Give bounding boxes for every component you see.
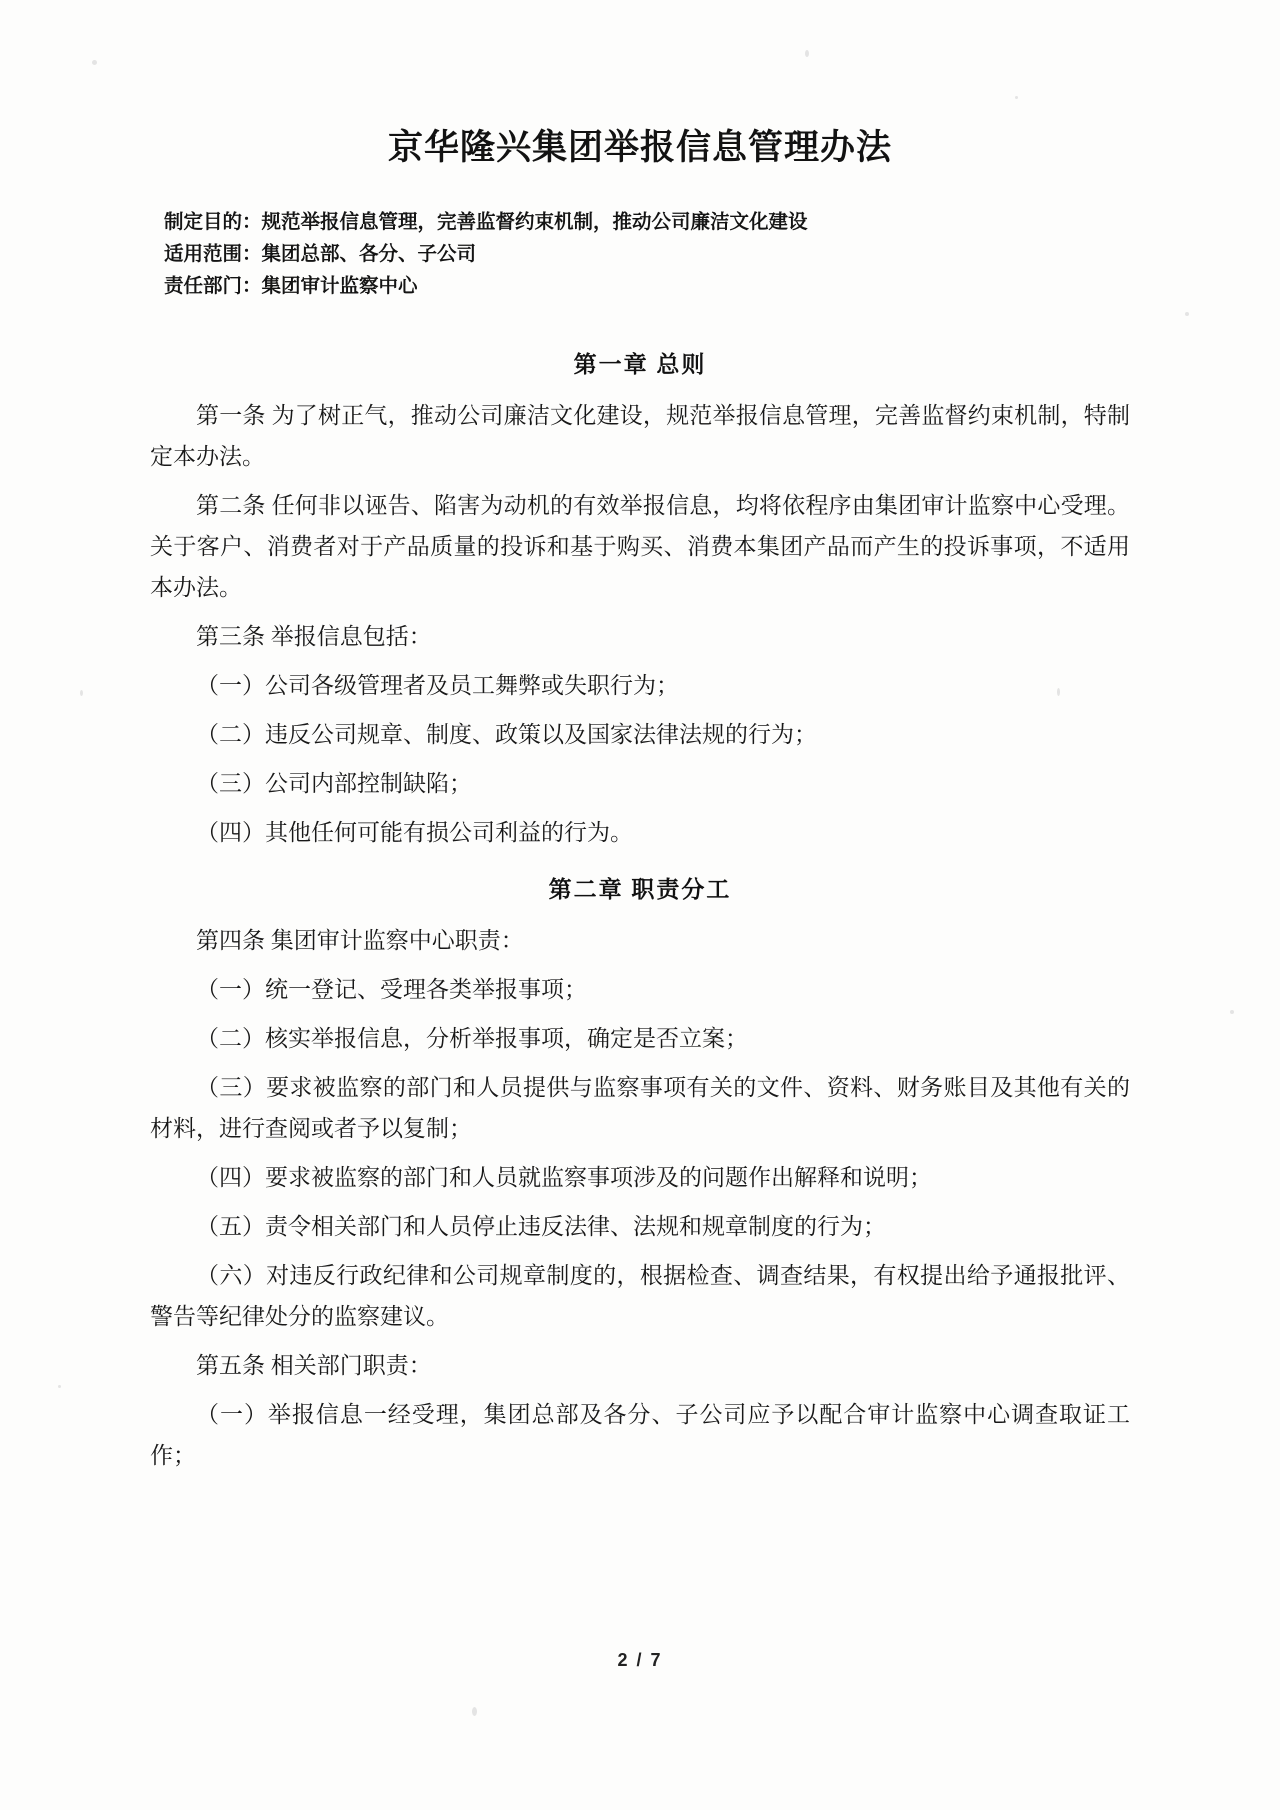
meta-scope: 适用范围：集团总部、各分、子公司 — [164, 243, 477, 265]
scan-speck — [1185, 312, 1189, 316]
chapter-two-paragraph: 第四条 集团审计监察中心职责： — [196, 928, 524, 953]
chapter-one-paragraph: 第一条 为了树正气，推动公司廉洁文化建设，规范举报信息管理，完善监督约束机制，特制定本办法。 — [150, 403, 1130, 469]
page-title: 京华隆兴集团举报信息管理办法 — [387, 128, 892, 167]
scan-speck — [92, 60, 97, 65]
chapter-two-item: （三）要求被监察的部门和人员提供与监察事项有关的文件、资料、财务账目及其他有关的材料，进行查阅或者予以复制； — [150, 1075, 1130, 1141]
scan-speck — [472, 1707, 477, 1716]
chapter-one-item: （四）其他任何可能有损公司利益的行为。 — [196, 820, 633, 845]
chapter-two-item: （六）对违反行政纪律和公司规章制度的，根据检查、调查结果，有权提出给予通报批评、警告等纪律处分的监察建议。 — [150, 1263, 1130, 1329]
chapter-two-heading: 第二章 职责分工 — [548, 877, 732, 902]
chapter-two-item: （一）统一登记、受理各类举报事项； — [196, 977, 587, 1002]
chapter-one-paragraph: 第二条 任何非以诬告、陷害为动机的有效举报信息，均将依程序由集团审计监察中心受理。关于客户、消费者对于产品质量的投诉和基于购买、消费本集团产品而产生的投诉事项，不适用本办法。 — [150, 493, 1130, 600]
chapter-one-item: （三）公司内部控制缺陷； — [196, 771, 472, 796]
scan-speck — [58, 1385, 61, 1388]
chapter-one-paragraph: 第三条 举报信息包括： — [196, 624, 432, 649]
chapter-one-item: （一）公司各级管理者及员工舞弊或失职行为； — [196, 673, 679, 698]
chapter-two-item: （四）要求被监察的部门和人员就监察事项涉及的问题作出解释和说明； — [196, 1165, 932, 1190]
document-body — [150, 120, 1130, 1484]
scan-speck — [805, 50, 809, 57]
chapter-two-item: （二）核实举报信息，分析举报事项，确定是否立案； — [196, 1026, 748, 1051]
page-number: 2 / 7 — [617, 1650, 663, 1670]
meta-purpose: 制定目的：规范举报信息管理，完善监督约束机制，推动公司廉洁文化建设 — [164, 211, 808, 233]
meta-owner: 责任部门：集团审计监察中心 — [164, 275, 418, 297]
chapter-two-paragraph: 第五条 相关部门职责： — [196, 1353, 432, 1378]
document-meta — [164, 206, 1130, 302]
chapter-one-item: （二）违反公司规章、制度、政策以及国家法律法规的行为； — [196, 722, 817, 747]
chapter-two-item: （一）举报信息一经受理，集团总部及各分、子公司应予以配合审计监察中心调查取证工作； — [150, 1402, 1130, 1468]
chapter-one-heading: 第一章 总则 — [573, 352, 707, 377]
scan-speck — [1015, 96, 1018, 99]
scan-speck — [1230, 1010, 1234, 1014]
chapter-two-item: （五）责令相关部门和人员停止违反法律、法规和规章制度的行为； — [196, 1214, 886, 1239]
scan-speck — [80, 690, 83, 696]
